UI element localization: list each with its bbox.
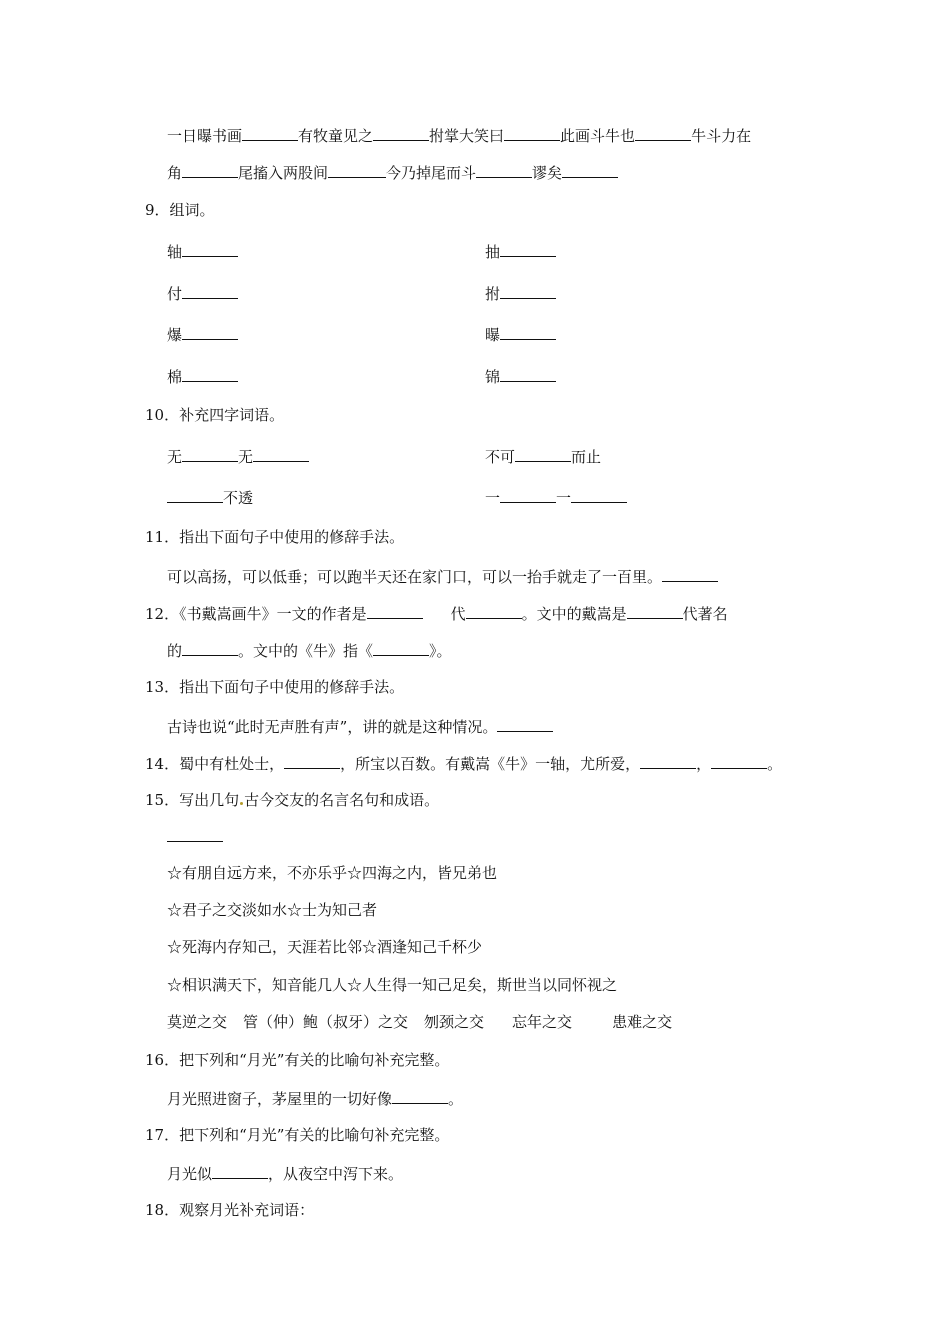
q9-left-2: 付: [167, 282, 238, 304]
answer-blank[interactable]: [500, 486, 556, 503]
q15-item-3: ☆死海内存知己，天涯若比邻☆酒逢知己千杯少: [167, 938, 483, 956]
q10-item-a: 无 无: [167, 445, 309, 467]
q10-title: 10．补充四字词语。: [145, 406, 285, 424]
answer-blank[interactable]: [562, 161, 618, 178]
q9-right-2: 拊: [485, 282, 556, 304]
q16-title: 16．把下列和“月光”有关的比喻句补充完整。: [145, 1051, 450, 1069]
q9-right-3: 曝: [485, 323, 556, 345]
answer-blank[interactable]: [500, 323, 556, 340]
q15-item-1: ☆有朋自远方来，不亦乐乎☆四海之内，皆兄弟也: [167, 864, 498, 882]
q15-idioms: 莫逆之交 管（仲）鲍（叔牙）之交 刎颈之交 忘年之交 患难之交: [167, 1013, 673, 1031]
q16-sentence: 月光照进窗子，茅屋里的一切好像 。: [167, 1087, 463, 1109]
answer-blank[interactable]: [662, 565, 718, 582]
answer-blank[interactable]: [571, 486, 627, 503]
answer-blank[interactable]: [635, 124, 691, 141]
answer-blank[interactable]: [640, 752, 696, 769]
q8-line-2: 角 尾搐入两股间 今乃掉尾而斗 谬矣: [167, 161, 618, 183]
answer-blank[interactable]: [466, 602, 522, 619]
q13-sentence: 古诗也说“此时无声胜有声”，讲的就是这种情况。: [167, 715, 553, 737]
answer-blank[interactable]: [476, 161, 532, 178]
answer-blank[interactable]: [504, 124, 560, 141]
answer-blank[interactable]: [167, 825, 223, 842]
q17-title: 17．把下列和“月光”有关的比喻句补充完整。: [145, 1126, 450, 1144]
q10-item-c: 不透: [167, 486, 253, 508]
answer-blank[interactable]: [182, 639, 238, 656]
answer-blank[interactable]: [182, 240, 238, 257]
answer-blank[interactable]: [627, 602, 683, 619]
q15-answer-line: [167, 825, 223, 847]
q11-sentence: 可以高扬，可以低垂；可以跑半天还在家门口，可以一抬手就走了一百里。: [167, 565, 718, 587]
q9-left-1: 轴: [167, 240, 238, 262]
answer-blank[interactable]: [253, 445, 309, 462]
answer-blank[interactable]: [373, 124, 429, 141]
mark-dot: [240, 802, 243, 805]
answer-blank[interactable]: [182, 161, 238, 178]
answer-blank[interactable]: [284, 752, 340, 769]
q10-item-b: 不可 而止: [485, 445, 601, 467]
answer-blank[interactable]: [711, 752, 767, 769]
q9-right-4: 锦: [485, 365, 556, 387]
q15-item-4: ☆相识满天下，知音能几人☆人生得一知己足矣，斯世当以同怀视之: [167, 976, 618, 994]
q8-line-1: 一日曝书画 有牧童见之 拊掌大笑曰 此画斗牛也 牛斗力在: [167, 124, 751, 146]
answer-blank[interactable]: [500, 365, 556, 382]
q10-item-d: 一 一: [485, 486, 627, 508]
q12-line-2: 的 。文中的《牛》指《 》。: [167, 639, 452, 661]
q15-title: 15．写出几句 古今交友的名言名句和成语。: [145, 791, 440, 809]
answer-blank[interactable]: [182, 445, 238, 462]
q13-title: 13．指出下面句子中使用的修辞手法。: [145, 678, 405, 696]
answer-blank[interactable]: [182, 323, 238, 340]
answer-blank[interactable]: [367, 602, 423, 619]
answer-blank[interactable]: [500, 282, 556, 299]
q15-item-2: ☆君子之交淡如水☆士为知己者: [167, 901, 378, 919]
q18-title: 18．观察月光补充词语：: [145, 1201, 315, 1219]
answer-blank[interactable]: [182, 365, 238, 382]
answer-blank[interactable]: [182, 282, 238, 299]
answer-blank[interactable]: [242, 124, 298, 141]
q9-title: 9．组词。: [145, 201, 215, 219]
q17-sentence: 月光似 ，从夜空中泻下来。: [167, 1162, 403, 1184]
answer-blank[interactable]: [392, 1087, 448, 1104]
q9-left-3: 爆: [167, 323, 238, 345]
q9-right-1: 抽: [485, 240, 556, 262]
answer-blank[interactable]: [212, 1162, 268, 1179]
q12-line-1: 12．《书戴嵩画牛》一文的作者是 代 。文中的戴嵩是 代著名: [145, 602, 728, 624]
answer-blank[interactable]: [167, 486, 223, 503]
answer-blank[interactable]: [328, 161, 386, 178]
answer-blank[interactable]: [515, 445, 571, 462]
q14-line: 14．蜀中有杜处士， ，所宝以百数。有戴嵩《牛》一轴，尤所爱， ， 。: [145, 752, 782, 774]
answer-blank[interactable]: [497, 715, 553, 732]
answer-blank[interactable]: [373, 639, 429, 656]
q9-left-4: 棉: [167, 365, 238, 387]
q11-title: 11．指出下面句子中使用的修辞手法。: [145, 528, 405, 546]
answer-blank[interactable]: [500, 240, 556, 257]
